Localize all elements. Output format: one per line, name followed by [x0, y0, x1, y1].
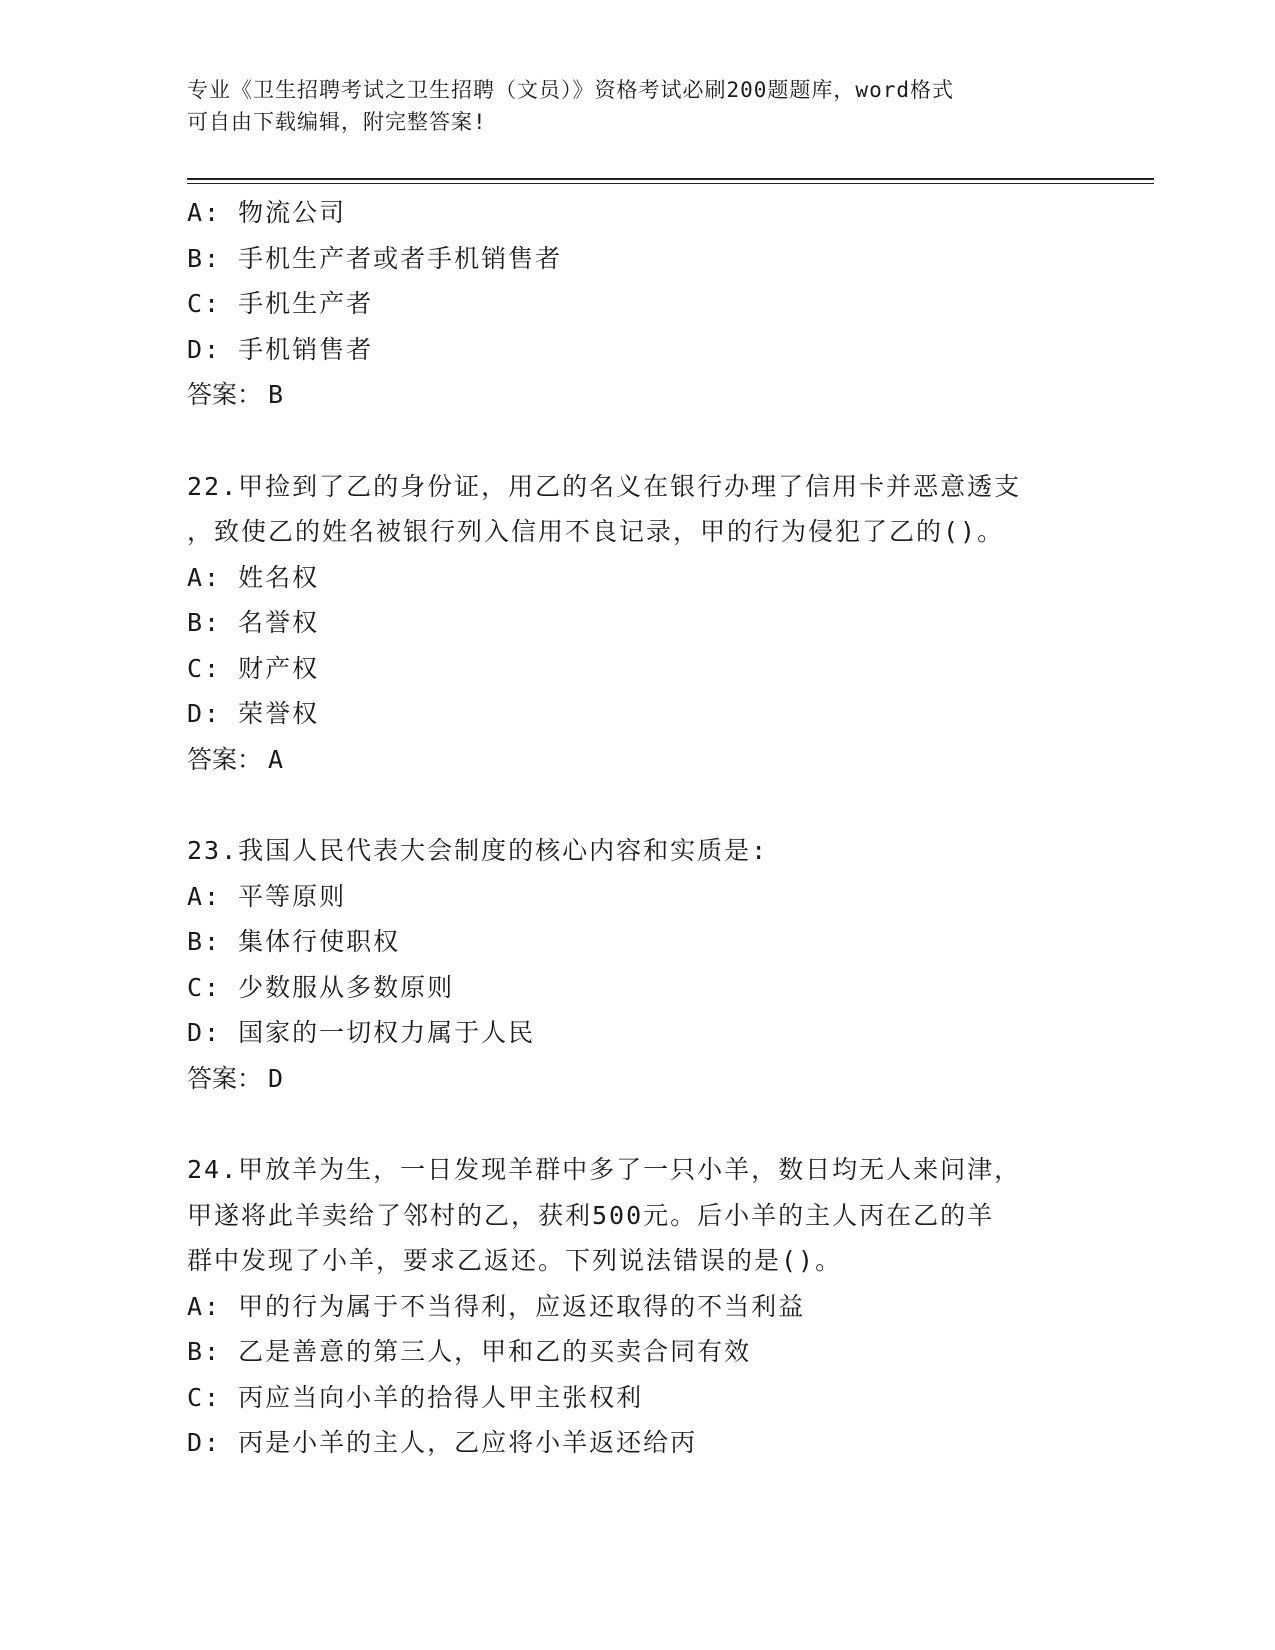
header-rule-thin — [187, 183, 1154, 184]
option-b: B: 乙是善意的第三人，甲和乙的买卖合同有效 — [187, 1337, 752, 1366]
question-stem: 群中发现了小羊，要求乙返还。下列说法错误的是()。 — [187, 1246, 843, 1275]
question-22 — [187, 464, 1107, 783]
question-stem: 22.甲捡到了乙的身份证，用乙的名义在银行办理了信用卡并恶意透支 — [187, 471, 1022, 501]
answer-label: 答案： — [187, 744, 263, 774]
option-b: B: 名誉权 — [187, 608, 320, 637]
question-stem: 24.甲放羊为生，一日发现羊群中多了一只小羊，数日均无人来问津， — [187, 1155, 1022, 1184]
answer-line — [187, 1056, 1107, 1102]
option-c: C: 财产权 — [187, 653, 320, 683]
option-c: C: 少数服从多数原则 — [187, 972, 455, 1002]
header-rule-thick — [187, 178, 1154, 180]
header-line-2: 可自由下载编辑，附完整答案! — [187, 110, 487, 134]
answer-line — [187, 372, 1107, 418]
answer-label: 答案： — [187, 1063, 263, 1093]
page-header — [187, 74, 1067, 138]
option-a: A: 平等原则 — [187, 881, 347, 911]
option-d: D: 手机销售者 — [187, 334, 374, 364]
option-a: A: 甲的行为属于不当得利，应返还取得的不当利益 — [187, 1291, 806, 1321]
answer-label: 答案： — [187, 380, 263, 409]
question-list — [187, 190, 1107, 1466]
question-23 — [187, 828, 1107, 1101]
answer-value: A — [268, 744, 284, 774]
question-stem: 甲遂将此羊卖给了邻村的乙，获利500元。后小羊的主人丙在乙的羊 — [187, 1200, 995, 1230]
question-stem: ，致使乙的姓名被银行列入信用不良记录，甲的行为侵犯了乙的()。 — [187, 517, 1005, 546]
option-c: C: 手机生产者 — [187, 289, 374, 318]
question-24 — [187, 1147, 1107, 1466]
question-21 — [187, 190, 1107, 418]
option-a: A: 物流公司 — [187, 198, 347, 227]
answer-value: B — [268, 380, 284, 409]
question-stem: 23.我国人民代表大会制度的核心内容和实质是: — [187, 836, 769, 865]
option-d: D: 荣誉权 — [187, 699, 320, 728]
header-line-1: 专业《卫生招聘考试之卫生招聘（文员）》资格考试必刷200题题库，word格式 — [187, 78, 954, 102]
option-b: B: 手机生产者或者手机销售者 — [187, 243, 563, 273]
answer-value: D — [268, 1063, 284, 1093]
option-d: D: 丙是小羊的主人，乙应将小羊返还给丙 — [187, 1428, 698, 1457]
option-b: B: 集体行使职权 — [187, 927, 401, 956]
answer-line — [187, 737, 1107, 783]
option-c: C: 丙应当向小羊的拾得人甲主张权利 — [187, 1382, 644, 1412]
option-a: A: 姓名权 — [187, 562, 320, 592]
option-d: D: 国家的一切权力属于人民 — [187, 1018, 536, 1047]
